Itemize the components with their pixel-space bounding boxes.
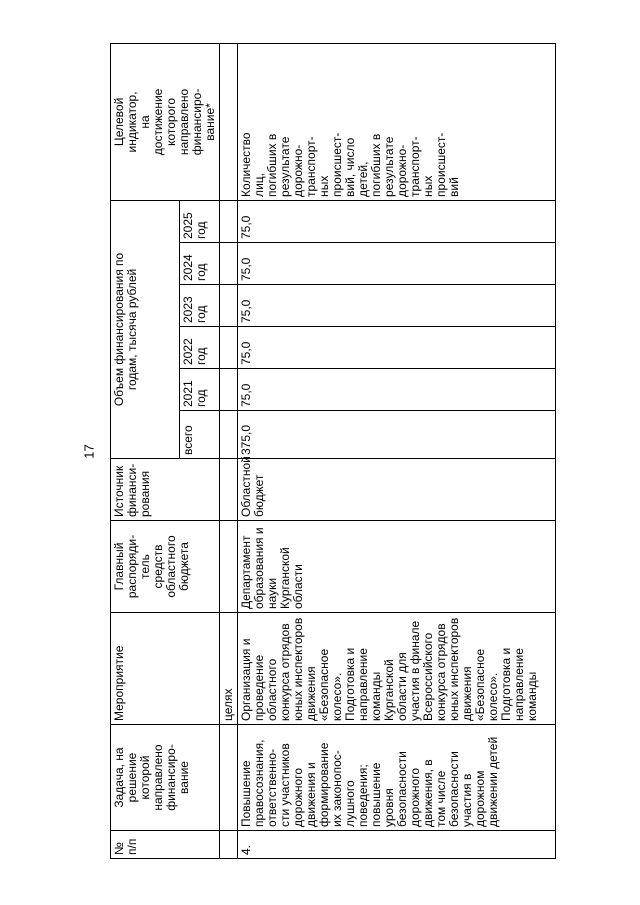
row-task: Повышение правосознания, ответственно- сти участников дорожного движения и формирование их законопос- лушного поведения; повышение уровня безопасности дорожного движения, в том числе безопасности участия в дорожном движении детей (238, 725, 556, 831)
row-2022: 75,0 (238, 327, 556, 369)
funding-table (110, 43, 556, 859)
header-total: всего (179, 411, 219, 459)
row-2023: 75,0 (238, 285, 556, 327)
cont-2023 (220, 285, 238, 327)
row-2021: 75,0 (238, 369, 556, 411)
header-2023: 2023 год (179, 285, 219, 327)
cont-source (220, 459, 238, 521)
cont-2025 (220, 200, 238, 242)
rotated-table-wrapper (110, 44, 590, 859)
header-2022: 2022 год (179, 327, 219, 369)
header-2021: 2021 год (179, 369, 219, 411)
header-event: Мероприятие (111, 613, 220, 725)
cont-total (220, 411, 238, 459)
row-2025: 75,0 (238, 200, 556, 242)
continuation-text: целях (220, 613, 238, 725)
row-num: 4. (238, 831, 556, 859)
cont-2021 (220, 369, 238, 411)
row-total: 375,0 (238, 411, 556, 459)
row-event: Организация и проведение областного конкурса отрядов юных инспекторов движения «Безопасное колесо». Подготовка и направление команды Курганской области для участия в финале Всероссийского конкурса отрядов юных инспекторов движения «Безопасное колесо». Подготовка и направление команды (238, 613, 556, 725)
cont-2022 (220, 327, 238, 369)
header-row (111, 43, 180, 858)
cont-2024 (220, 243, 238, 285)
header-source: Источник финанси- рования (111, 459, 220, 521)
cont-num (220, 831, 238, 859)
header-2024: 2024 год (179, 243, 219, 285)
header-2025: 2025 год (179, 200, 219, 242)
header-indicator: Целевой индикатор, на достижение которого направлено финансиро- вание* (111, 43, 220, 200)
page-number: 17 (81, 444, 97, 459)
row-source: Областной бюджет (238, 459, 556, 521)
row-manager: Департамент образования и науки Курганской области (238, 521, 556, 613)
cont-manager (220, 521, 238, 613)
header-num: № п/п (111, 831, 220, 859)
header-manager: Главный распоряди- тель средств областного бюджета (111, 521, 220, 613)
row-2024: 75,0 (238, 243, 556, 285)
header-funding: Объем финансирования по годам, тысяча рублей (111, 200, 180, 458)
row-indicator: Количество лиц, погибших в результате дорожно- транспорт- ных происшест- вий, число детей, погибших в результате дорожно- транспорт- ных происшест- вий (238, 43, 556, 200)
header-task: Задача, на решение которой направлено финансиро- вание (111, 725, 220, 831)
cont-task (220, 725, 238, 831)
table-row (238, 43, 556, 858)
continuation-row (220, 43, 238, 858)
cont-indicator (220, 43, 238, 200)
